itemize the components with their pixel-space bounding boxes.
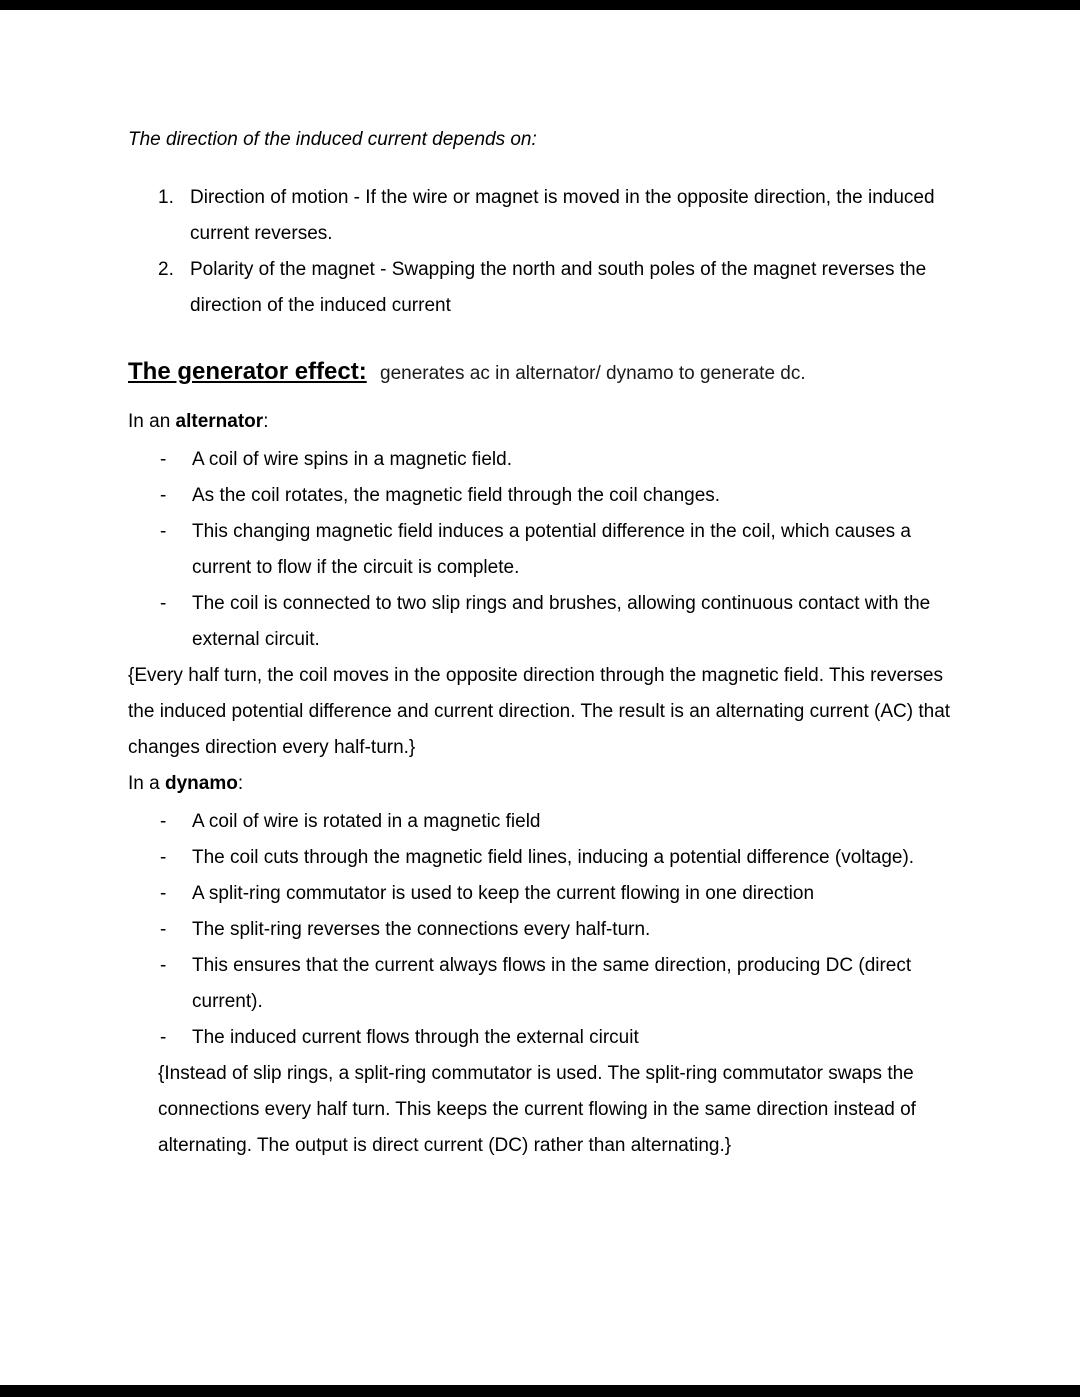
item-text: As the coil rotates, the magnetic field through the coil changes. — [192, 485, 721, 506]
dynamo-note: {Instead of slip rings, a split-ring commutator is used. The split-ring commutator swaps the connections every half turn. This keeps the current flowing in the same direction instead of alternating. The output is direct current (DC) rather than alternating.} — [158, 1063, 916, 1156]
document-content — [128, 122, 956, 1164]
item-text: A split-ring commutator is used to keep the current flowing in one direction — [192, 883, 815, 904]
dash-marker: - — [160, 847, 167, 868]
dynamo-lead — [128, 766, 956, 802]
list-item — [128, 586, 956, 658]
item-text: Direction of motion - If the wire or magnet is moved in the opposite direction, the induced current reverses. — [190, 187, 935, 244]
item-text: Polarity of the magnet - Swapping the north and south poles of the magnet reverses the direction of the induced current — [190, 259, 927, 316]
alternator-bullet-list — [128, 442, 956, 658]
top-edge-bar — [0, 0, 1080, 10]
lead-suffix: : — [237, 773, 244, 794]
item-text: This changing magnetic field induces a potential difference in the coil, which causes a current to flow if the circuit is complete. — [192, 521, 911, 578]
numbered-item-2 — [128, 252, 956, 324]
dash-marker: - — [160, 593, 167, 614]
dash-marker: - — [160, 521, 167, 542]
lead-suffix: : — [263, 411, 269, 432]
intro-line: The direction of the induced current depends on: — [128, 129, 537, 150]
alternator-lead — [128, 404, 956, 440]
item-text: This ensures that the current always flows in the same direction, producing DC (direct current). — [192, 955, 912, 1012]
item-text: A coil of wire spins in a magnetic field. — [192, 449, 512, 470]
list-item — [128, 912, 956, 948]
item-number: 1. — [158, 187, 174, 208]
item-text: A coil of wire is rotated in a magnetic field — [192, 811, 541, 832]
item-text: The coil cuts through the magnetic field lines, inducing a potential difference (voltage). — [192, 847, 915, 868]
dash-marker: - — [160, 485, 167, 506]
lead-term: dynamo — [164, 773, 238, 794]
generator-effect-heading — [128, 354, 956, 392]
item-number: 2. — [158, 259, 174, 280]
dash-marker: - — [160, 449, 167, 470]
dash-marker: - — [160, 883, 167, 904]
list-item — [128, 442, 956, 478]
list-item — [128, 1020, 956, 1056]
alternator-note: {Every half turn, the coil moves in the opposite direction through the magnetic field. This reverses the induced potential difference and current direction. The result is an alternating current (AC) that changes direction every half-turn.} — [128, 665, 951, 758]
list-item — [128, 948, 956, 1020]
list-item — [128, 514, 956, 586]
lead-term: alternator — [175, 411, 264, 432]
list-item — [128, 840, 956, 876]
lead-prefix: In an — [128, 411, 176, 432]
lead-prefix: In a — [128, 773, 165, 794]
list-item — [128, 478, 956, 514]
heading-title: The generator effect: — [128, 358, 367, 385]
dash-marker: - — [160, 1027, 167, 1048]
numbered-list — [128, 180, 956, 324]
item-text: The induced current flows through the external circuit — [192, 1027, 639, 1048]
numbered-item-1 — [128, 180, 956, 252]
item-text: The split-ring reverses the connections every half-turn. — [192, 919, 651, 940]
dash-marker: - — [160, 811, 167, 832]
dynamo-bullet-list — [128, 804, 956, 1056]
dash-marker: - — [160, 955, 167, 976]
heading-subtitle: generates ac in alternator/ dynamo to generate dc. — [380, 363, 806, 384]
bottom-edge-bar — [0, 1385, 1080, 1397]
list-item — [128, 876, 956, 912]
item-text: The coil is connected to two slip rings and brushes, allowing continuous contact with the external circuit. — [192, 593, 931, 650]
list-item — [128, 804, 956, 840]
dash-marker: - — [160, 919, 167, 940]
